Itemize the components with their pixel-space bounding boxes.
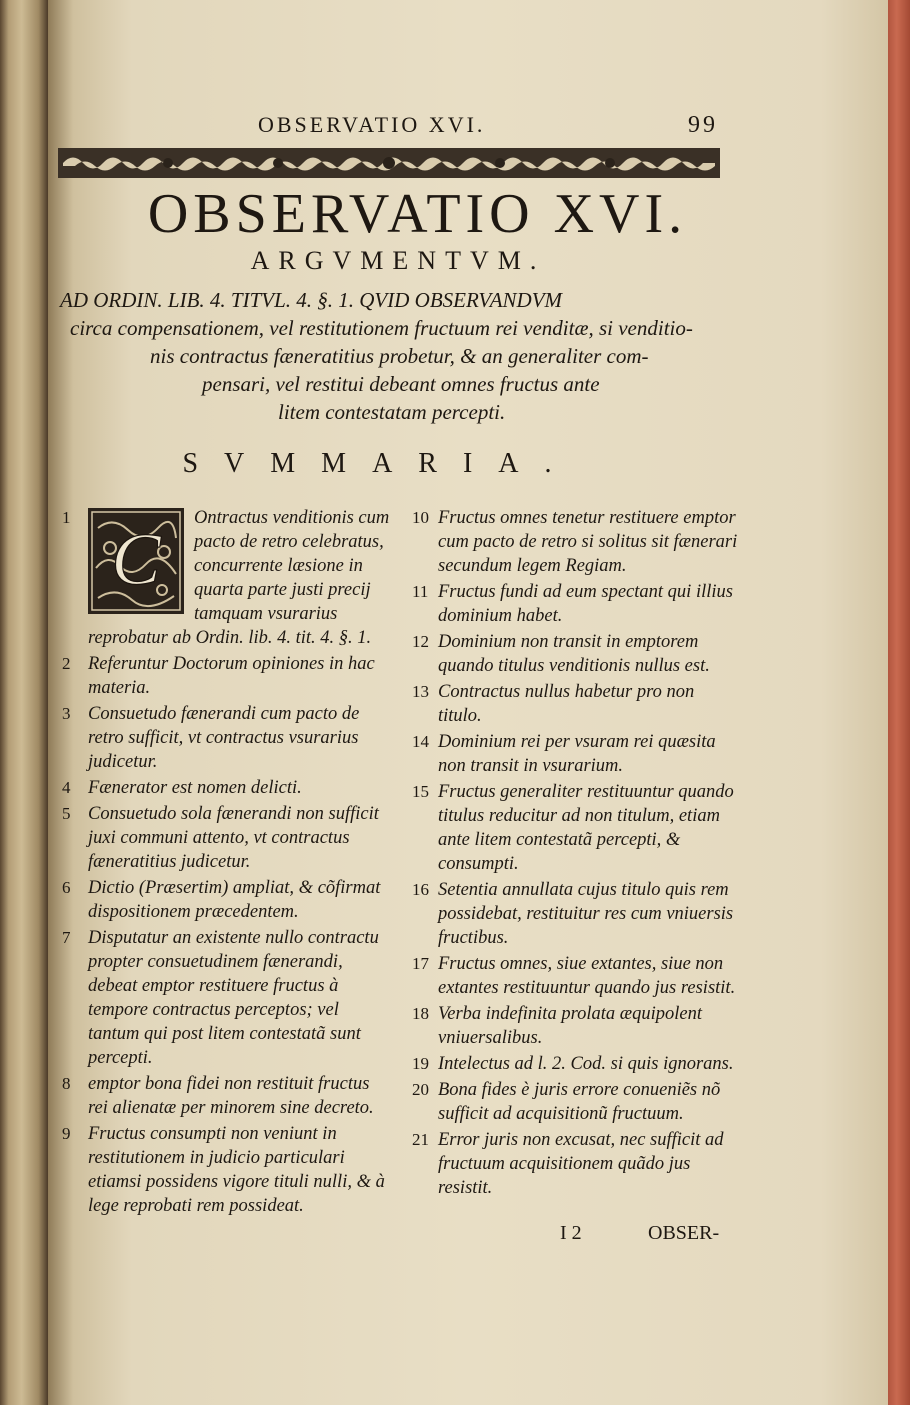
summary-entry bbox=[62, 876, 392, 924]
entry-text: Fructus omnes tenetur restituere emptor cum pacto de retro si solitus sit fænerari secundum legem Regiam. bbox=[438, 508, 738, 576]
summary-column-left bbox=[62, 506, 392, 1220]
summary-entry bbox=[412, 630, 742, 678]
summary-entry bbox=[412, 580, 742, 628]
entry-number: 15 bbox=[412, 782, 429, 801]
entry-number: 21 bbox=[412, 1130, 429, 1149]
argument-text bbox=[60, 286, 740, 426]
argument-heading: ARGVMENTVM. bbox=[250, 246, 546, 275]
entry-text: Bona fides è juris errore conueniẽs nõ sufficit ad acquisitionũ fructuum. bbox=[438, 1080, 721, 1124]
summary-entry bbox=[62, 926, 392, 1070]
entry-number: 20 bbox=[412, 1080, 429, 1099]
entry-text: Fructus fundi ad eum spectant qui illius dominium habet. bbox=[438, 582, 733, 626]
entry-number: 12 bbox=[412, 632, 429, 651]
summary-entry bbox=[412, 1002, 742, 1050]
summary-entry bbox=[62, 652, 392, 700]
summary-entry bbox=[412, 1078, 742, 1126]
entry-text: Verba indefinita prolata æquipolent vniuersalibus. bbox=[438, 1004, 702, 1048]
signature-mark: I 2 bbox=[560, 1222, 582, 1244]
running-head-title: OBSERVATIO XVI. bbox=[258, 112, 486, 137]
argument-line: AD ORDIN. LIB. 4. TITVL. 4. §. 1. QVID OBSERVANDVM bbox=[60, 288, 563, 312]
summary-entry bbox=[412, 1052, 742, 1076]
entry-number: 13 bbox=[412, 682, 429, 701]
summary-entry bbox=[62, 802, 392, 874]
argument-line: pensari, vel restitui debeant omnes fructus ante bbox=[202, 372, 600, 396]
summary-entry bbox=[62, 702, 392, 774]
summary-entry bbox=[412, 878, 742, 950]
page-fore-edge bbox=[888, 0, 910, 1405]
entry-number: 8 bbox=[62, 1074, 71, 1093]
summary-entry bbox=[62, 1072, 392, 1120]
entry-number: 11 bbox=[412, 582, 429, 601]
summary-entry bbox=[62, 1122, 392, 1218]
summary-entry bbox=[412, 680, 742, 728]
entry-number: 10 bbox=[412, 508, 429, 527]
dropcap-letter: C bbox=[111, 519, 161, 601]
entry-text: Error juris non excusat, nec sufficit ad fructuum acquisitionem quãdo jus resistit. bbox=[438, 1130, 724, 1198]
entry-number: 16 bbox=[412, 880, 429, 899]
entry-text: Referuntur Doctorum opiniones in hac materia. bbox=[88, 654, 375, 698]
entry-number: 6 bbox=[62, 878, 71, 897]
entry-text: Fructus consumpti non veniunt in restitutionem in judicio particulari etiamsi possidens vigore tituli nulli, & à lege reprobati rem possideat. bbox=[88, 1124, 385, 1216]
summary-entry bbox=[412, 1128, 742, 1200]
ornament-band bbox=[58, 148, 720, 178]
entry-number: 9 bbox=[62, 1124, 71, 1143]
entry-text: emptor bona fidei non restituit fructus rei alienatæ per minorem sine decreto. bbox=[88, 1074, 374, 1118]
entry-text: Intelectus ad l. 2. Cod. si quis ignorans. bbox=[438, 1054, 734, 1074]
summary-column-right bbox=[412, 506, 742, 1202]
summary-entry bbox=[412, 780, 742, 876]
summary-entry bbox=[62, 776, 392, 800]
entry-number: 1 bbox=[62, 508, 71, 527]
argument-line: circa compensationem, vel restitutionem fructuum rei venditæ, si venditio- bbox=[70, 316, 693, 340]
entry-number: 2 bbox=[62, 654, 71, 673]
entry-number: 4 bbox=[62, 778, 71, 797]
entry-text: Dominium rei per vsuram rei quæsita non transit in vsurarium. bbox=[438, 732, 716, 776]
decorated-initial-icon bbox=[88, 508, 184, 614]
argument-line: litem contestatam percepti. bbox=[278, 400, 506, 424]
entry-text: Disputatur an existente nullo contractu propter consuetudinem fænerandi, debeat emptor restituere fructus à tempore contractus perceptos; vel tantum qui post litem contestatã sunt percepti. bbox=[88, 928, 379, 1068]
entry-text: Fænerator est nomen delicti. bbox=[88, 778, 302, 798]
entry-number: 3 bbox=[62, 704, 71, 723]
running-head bbox=[258, 112, 718, 152]
entry-number: 18 bbox=[412, 1004, 429, 1023]
entry-number: 7 bbox=[62, 928, 71, 947]
entry-text: Dominium non transit in emptorem quando titulus venditionis nullus est. bbox=[438, 632, 710, 676]
page-number: 99 bbox=[688, 112, 718, 138]
entry-text: Consuetudo sola fænerandi non sufficit juxi communi attento, vt contractus fæneratitius judicetur. bbox=[88, 804, 379, 872]
entry-text: Setentia annullata cujus titulo quis rem possidebat, restituitur res cum vniuersis fructibus. bbox=[438, 880, 734, 948]
entry-number: 19 bbox=[412, 1054, 429, 1073]
entry-text: Ontractus venditionis cum pacto de retro celebratus, concurrente læsione in quarta parte justi precij tamquam vsurarius reprobatur ab Ordin. lib. 4. tit. 4. §. 1. bbox=[88, 508, 390, 648]
summary-entry bbox=[412, 506, 742, 578]
page-title: OBSERVATIO XVI. bbox=[147, 183, 688, 245]
argument-line: nis contractus fæneratitius probetur, & an generaliter com- bbox=[150, 344, 649, 368]
entry-number: 14 bbox=[412, 732, 429, 751]
entry-text: Dictio (Præsertim) ampliat, & cõfirmat dispositionem præcedentem. bbox=[88, 878, 381, 922]
entry-text: Contractus nullus habetur pro non titulo. bbox=[438, 682, 695, 726]
entry-number: 5 bbox=[62, 804, 71, 823]
entry-text: Consuetudo fænerandi cum pacto de retro sufficit, vt contractus vsurarius judicetur. bbox=[88, 704, 360, 772]
summary-entry bbox=[412, 730, 742, 778]
summary-entry bbox=[62, 506, 392, 650]
entry-text: Fructus omnes, siue extantes, siue non extantes restituuntur quando jus resistit. bbox=[438, 954, 736, 998]
entry-text: Fructus generaliter restituuntur quando titulus reducitur ad non titulum, etiam ante litem contestatã percepti, & consumpti. bbox=[438, 782, 734, 874]
entry-number: 17 bbox=[412, 954, 429, 973]
catchword: OBSER- bbox=[648, 1222, 720, 1244]
summary-entry bbox=[412, 952, 742, 1000]
summaria-heading: SVMMARIA. bbox=[182, 448, 578, 479]
